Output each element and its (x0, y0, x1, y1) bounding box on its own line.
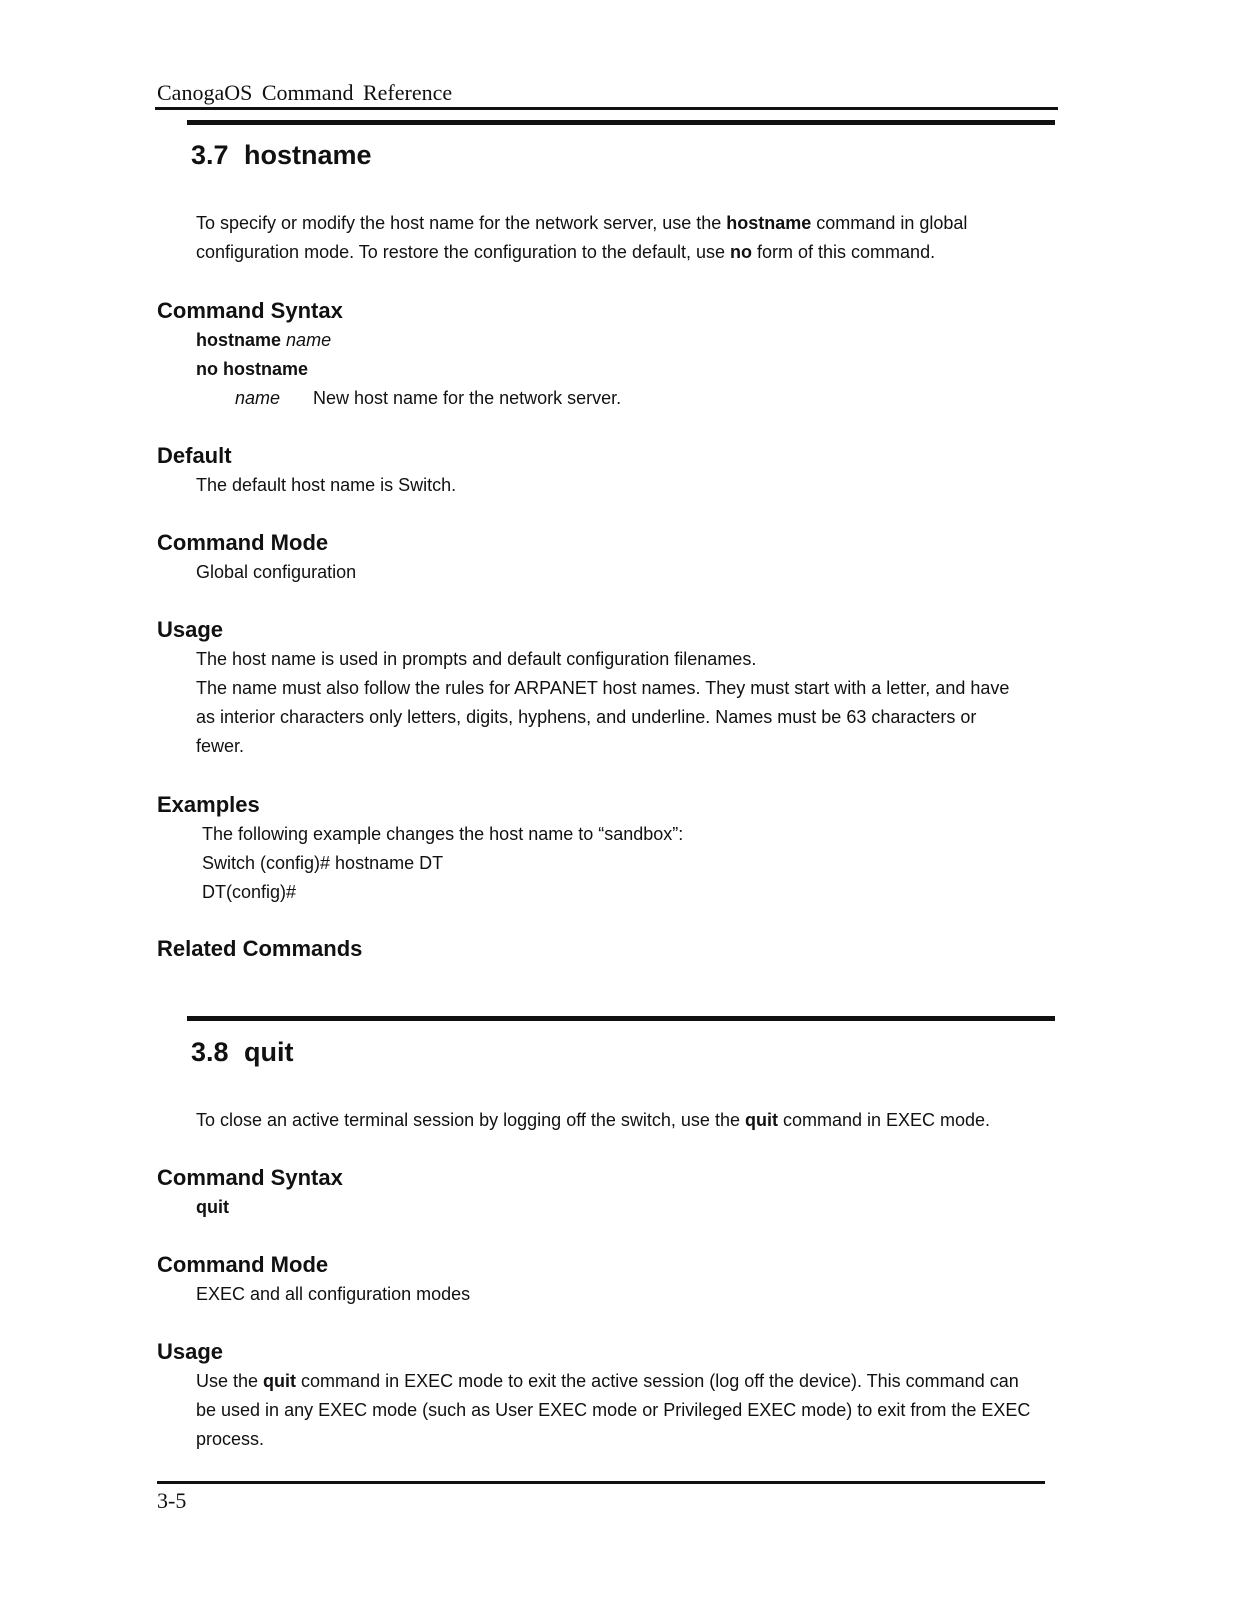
intro-text: To close an active terminal session by logging off the switch, use the (196, 1110, 745, 1130)
section-number: 3.7 (191, 140, 229, 170)
section-title (191, 140, 372, 171)
section-rule (187, 1016, 1055, 1021)
usage-line: command in EXEC mode to exit the active session (log off the device). This command can (296, 1371, 1019, 1391)
footer-rule (157, 1481, 1045, 1484)
parameter-name: name (235, 388, 281, 408)
section-title (191, 1037, 293, 1068)
syntax-command: quit (196, 1197, 229, 1217)
section-name: quit (244, 1037, 294, 1067)
section-number: 3.8 (191, 1037, 229, 1067)
usage-command-name: quit (263, 1371, 297, 1391)
parameter-description: New host name for the network server. (313, 388, 622, 408)
usage-line: process. (196, 1429, 265, 1449)
example-line: The following example changes the host name to “sandbox”: (202, 824, 684, 844)
command-mode-text: EXEC and all configuration modes (196, 1284, 471, 1304)
intro-command-name: quit (744, 1110, 778, 1130)
section-name: hostname (244, 140, 372, 170)
intro-command-name: hostname (726, 213, 812, 233)
default-text: The default host name is Switch. (196, 475, 457, 495)
running-header-title: CanogaOS Command Reference (157, 80, 453, 105)
usage-text (196, 645, 1056, 761)
usage-heading: Usage (157, 1339, 224, 1364)
intro-keyword-no: no (730, 242, 753, 262)
page-number: 3-5 (157, 1488, 187, 1513)
section-intro (196, 209, 1056, 267)
usage-heading: Usage (157, 617, 224, 642)
syntax-argument: name (286, 330, 332, 350)
usage-text (196, 1367, 1056, 1454)
intro-text: configuration mode. To restore the configuration to the default, use (196, 242, 731, 262)
header-rule (155, 107, 1058, 110)
usage-line: fewer. (196, 736, 245, 756)
usage-line: The name must also follow the rules for ARPANET host names. They must start with a letter, and have (196, 678, 1010, 698)
command-syntax-block (196, 1193, 229, 1222)
default-heading: Default (157, 443, 232, 468)
related-commands-heading: Related Commands (157, 936, 363, 961)
intro-text: command in EXEC mode. (777, 1110, 991, 1130)
command-mode-text: Global configuration (196, 562, 357, 582)
command-syntax-heading: Command Syntax (157, 298, 343, 323)
examples-heading: Examples (157, 792, 260, 817)
usage-line: The host name is used in prompts and default configuration filenames. (196, 649, 757, 669)
command-syntax-block (196, 326, 621, 413)
usage-line: Use the (196, 1371, 264, 1391)
intro-text: To specify or modify the host name for the network server, use the (196, 213, 727, 233)
section-rule (187, 120, 1055, 125)
usage-line: as interior characters only letters, digits, hyphens, and underline. Names must be 63 characters or (196, 707, 977, 727)
syntax-command: hostname (196, 330, 282, 350)
intro-text: command in global (811, 213, 968, 233)
usage-line: be used in any EXEC mode (such as User EXEC mode or Privileged EXEC mode) to exit from the EXEC (196, 1400, 1031, 1420)
command-mode-heading: Command Mode (157, 530, 329, 555)
example-line: DT(config)# (202, 882, 297, 902)
example-line: Switch (config)# hostname DT (202, 853, 444, 873)
command-syntax-heading: Command Syntax (157, 1165, 343, 1190)
examples-block (202, 820, 683, 907)
section-intro (196, 1106, 1056, 1135)
intro-text: form of this command. (752, 242, 936, 262)
syntax-command: no hostname (196, 359, 309, 379)
command-mode-heading: Command Mode (157, 1252, 329, 1277)
